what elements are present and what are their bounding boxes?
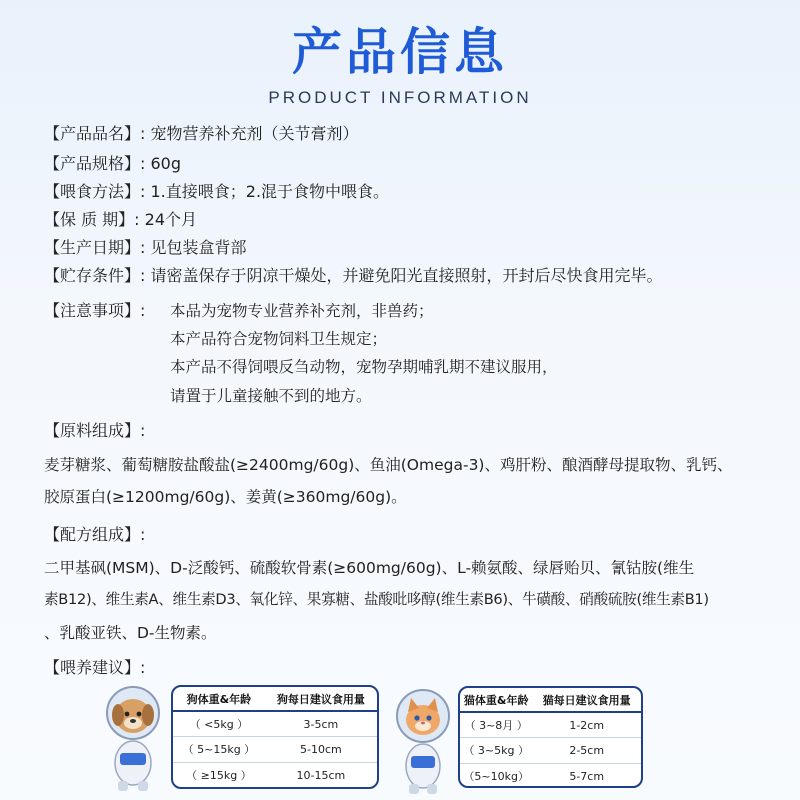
info-label: 【产品品名】: — [44, 124, 146, 143]
table-cell: （ ≥15kg ） — [173, 762, 265, 788]
table-cell: 1-2cm — [569, 718, 605, 732]
notes-line: 请置于儿童接触不到的地方。 — [170, 387, 372, 405]
info-row-name — [44, 121, 359, 144]
notes-line: 本品为宠物专业营养补充剂，非兽药； — [170, 302, 434, 320]
cat-feeding-table — [458, 686, 643, 788]
table-row — [173, 762, 377, 788]
formula-line: 、乳酸亚铁、D-生物素。 — [44, 624, 217, 642]
page-subtitle: PRODUCT INFORMATION — [268, 88, 532, 107]
info-value: 24个月 — [144, 210, 198, 229]
table-cell: 5-7cm — [532, 763, 641, 788]
formula-line: 素B12)、维生素A、维生素D3、氧化锌、果寡糖、盐酸吡哆醇(维生素B6)、牛磺酸、硝酸硫胺(维生素B1) — [44, 591, 709, 608]
info-label: 【保 质 期】: — [44, 210, 140, 229]
page-title: 产品信息 — [292, 23, 508, 81]
table-row — [460, 712, 641, 738]
table-row — [460, 763, 641, 788]
table-cell: 3-5cm — [303, 717, 339, 731]
table-cell: （ <5kg ） — [189, 718, 249, 731]
notes-line: 本产品符合宠物饲料卫生规定； — [170, 330, 388, 348]
info-label: 【产品规格】: — [44, 154, 146, 173]
info-row-shelf-life — [44, 207, 197, 230]
notes-line: 本产品不得饲喂反刍动物，宠物孕期哺乳期不建议服用， — [170, 358, 558, 376]
table-cell: （5~10kg） — [460, 763, 532, 788]
info-value: 请密盖保存于阴凉干燥处，并避免阳光直接照射，开封后尽快食用完毕。 — [150, 266, 663, 285]
table-row — [460, 738, 641, 764]
info-value: 60g — [150, 154, 182, 173]
ingredients-label: 【原料组成】: — [44, 421, 146, 440]
table-header: 狗体重&年龄 — [173, 687, 265, 711]
cat-astronaut-icon — [389, 686, 457, 796]
table-row — [173, 711, 377, 737]
table-cell: （ 3~8月 ） — [464, 719, 528, 732]
table-header: 猫体重&年龄 — [460, 688, 532, 712]
table-header: 狗每日建议食用量 — [265, 687, 377, 711]
feeding-label: 【喂养建议】: — [44, 658, 146, 677]
dog-feeding-table — [171, 685, 379, 789]
info-row-spec — [44, 151, 181, 174]
notes-label: 【注意事项】: — [44, 301, 146, 320]
info-row-storage — [44, 263, 663, 286]
info-label: 【贮存条件】: — [44, 266, 146, 285]
table-cell: 10-15cm — [265, 762, 377, 788]
table-cell: （ 3~5kg ） — [460, 738, 532, 764]
table-row — [173, 737, 377, 763]
info-value: 宠物营养补充剂（关节膏剂） — [150, 124, 359, 143]
formula-line: 二甲基砜(MSM)、D-泛酸钙、硫酸软骨素(≥600mg/60g)、L-赖氨酸、绿唇贻贝、氰钴胺(维生 — [44, 559, 695, 577]
dog-astronaut-icon — [98, 683, 168, 793]
table-cell: 2-5cm — [532, 738, 641, 764]
info-row-feeding-method — [44, 179, 389, 202]
info-row-production-date — [44, 235, 247, 258]
table-cell: （ 5~15kg ） — [173, 737, 265, 763]
ingredients-line: 胶原蛋白(≥1200mg/60g)、姜黄(≥360mg/60g)。 — [44, 488, 407, 506]
info-label: 【生产日期】: — [44, 238, 146, 257]
info-value: 1.直接喂食；2.混于食物中喂食。 — [150, 182, 390, 201]
info-value: 见包装盒背部 — [150, 238, 247, 257]
table-header: 猫每日建议食用量 — [532, 688, 641, 712]
formula-label: 【配方组成】: — [44, 525, 146, 544]
table-cell: 5-10cm — [265, 737, 377, 763]
ingredients-line: 麦芽糖浆、葡萄糖胺盐酸盐(≥2400mg/60g)、鱼油(Omega-3)、鸡肝粉、酿酒酵母提取物、乳钙、 — [44, 456, 733, 474]
info-label: 【喂食方法】: — [44, 182, 146, 201]
